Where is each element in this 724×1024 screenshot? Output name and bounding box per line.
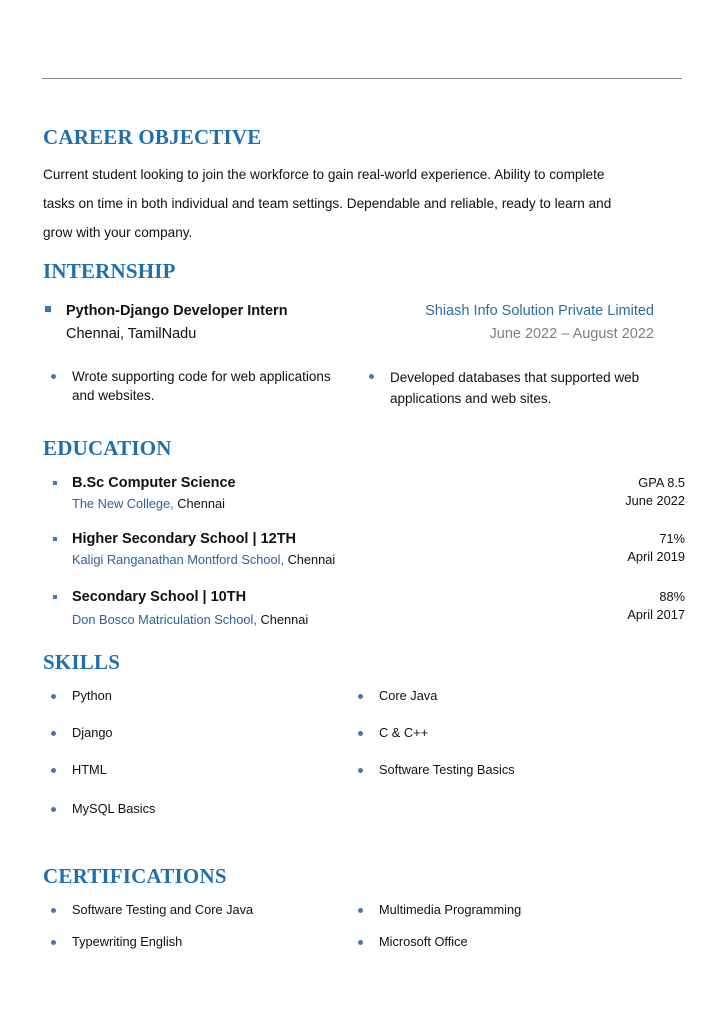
section-heading-certifications: CERTIFICATIONS bbox=[43, 864, 227, 888]
certification-item: Typewriting English bbox=[72, 934, 183, 949]
education-date: June 2022 bbox=[625, 493, 685, 508]
bullet-icon bbox=[51, 768, 56, 773]
certification-item: Multimedia Programming bbox=[379, 902, 522, 917]
education-school: Kaligi Ranganathan Montford School, bbox=[72, 552, 284, 567]
square-bullet-icon bbox=[53, 481, 57, 485]
certification-item: Software Testing and Core Java bbox=[72, 902, 254, 917]
education-score: GPA 8.5 bbox=[638, 475, 685, 490]
skill-item: Django bbox=[72, 725, 113, 740]
section-heading-career-objective: CAREER OBJECTIVE bbox=[43, 125, 262, 149]
bullet-icon bbox=[358, 694, 363, 699]
section-heading-internship: INTERNSHIP bbox=[43, 259, 176, 283]
education-degree: B.Sc Computer Science bbox=[72, 475, 236, 491]
square-bullet-icon bbox=[45, 306, 51, 312]
certification-item: Microsoft Office bbox=[379, 934, 468, 949]
top-divider bbox=[42, 78, 682, 79]
education-city: Chennai bbox=[260, 612, 309, 627]
internship-title: Python-Django Developer Intern bbox=[66, 303, 288, 319]
internship-bullet: Wrote supporting code for web applications and websites. bbox=[72, 369, 331, 403]
bullet-icon bbox=[51, 694, 56, 699]
education-score: 88% bbox=[659, 589, 685, 604]
bullet-icon bbox=[51, 374, 56, 379]
bullet-icon bbox=[358, 731, 363, 736]
education-city: Chennai bbox=[177, 496, 225, 511]
skill-item: Software Testing Basics bbox=[379, 762, 515, 777]
education-date: April 2019 bbox=[627, 549, 685, 564]
objective-line: grow with your company. bbox=[43, 225, 193, 240]
bullet-icon bbox=[369, 374, 374, 379]
objective-line: tasks on time in both individual and team settings. Dependable and reliable, ready to learn and bbox=[43, 196, 612, 211]
education-school-line bbox=[72, 552, 335, 567]
skill-item: C & C++ bbox=[379, 725, 429, 740]
bullet-icon bbox=[358, 940, 363, 945]
bullet-icon bbox=[51, 908, 56, 913]
internship-company: Shiash Info Solution Private Limited bbox=[425, 303, 654, 319]
objective-line: Current student looking to join the workforce to gain real-world experience. Ability to complete bbox=[43, 167, 605, 182]
internship-location: Chennai, TamilNadu bbox=[66, 326, 197, 342]
skill-item: HTML bbox=[72, 762, 107, 777]
education-city: Chennai bbox=[287, 552, 336, 567]
square-bullet-icon bbox=[53, 537, 57, 541]
section-heading-skills: SKILLS bbox=[43, 650, 121, 674]
education-degree: Higher Secondary School | 12TH bbox=[72, 531, 297, 547]
bullet-icon bbox=[51, 731, 56, 736]
bullet-icon bbox=[358, 908, 363, 913]
bullet-icon bbox=[51, 940, 56, 945]
bullet-icon bbox=[358, 768, 363, 773]
skill-item: Python bbox=[72, 688, 112, 703]
education-date: April 2017 bbox=[627, 607, 685, 622]
square-bullet-icon bbox=[53, 595, 57, 599]
education-school-line bbox=[72, 612, 308, 627]
career-objective-text bbox=[43, 160, 683, 247]
skill-item: Core Java bbox=[379, 688, 438, 703]
skill-item: MySQL Basics bbox=[72, 801, 156, 816]
bullet-icon bbox=[51, 807, 56, 812]
education-school: Don Bosco Matriculation School, bbox=[72, 612, 257, 627]
education-score: 71% bbox=[659, 531, 685, 546]
education-school: The New College, bbox=[72, 496, 174, 511]
education-degree: Secondary School | 10TH bbox=[72, 589, 247, 605]
education-school-line bbox=[72, 496, 225, 511]
section-heading-education: EDUCATION bbox=[43, 436, 172, 460]
internship-bullet: Developed databases that supported web applications and web sites. bbox=[390, 370, 640, 406]
internship-dates: June 2022 – August 2022 bbox=[489, 326, 654, 342]
